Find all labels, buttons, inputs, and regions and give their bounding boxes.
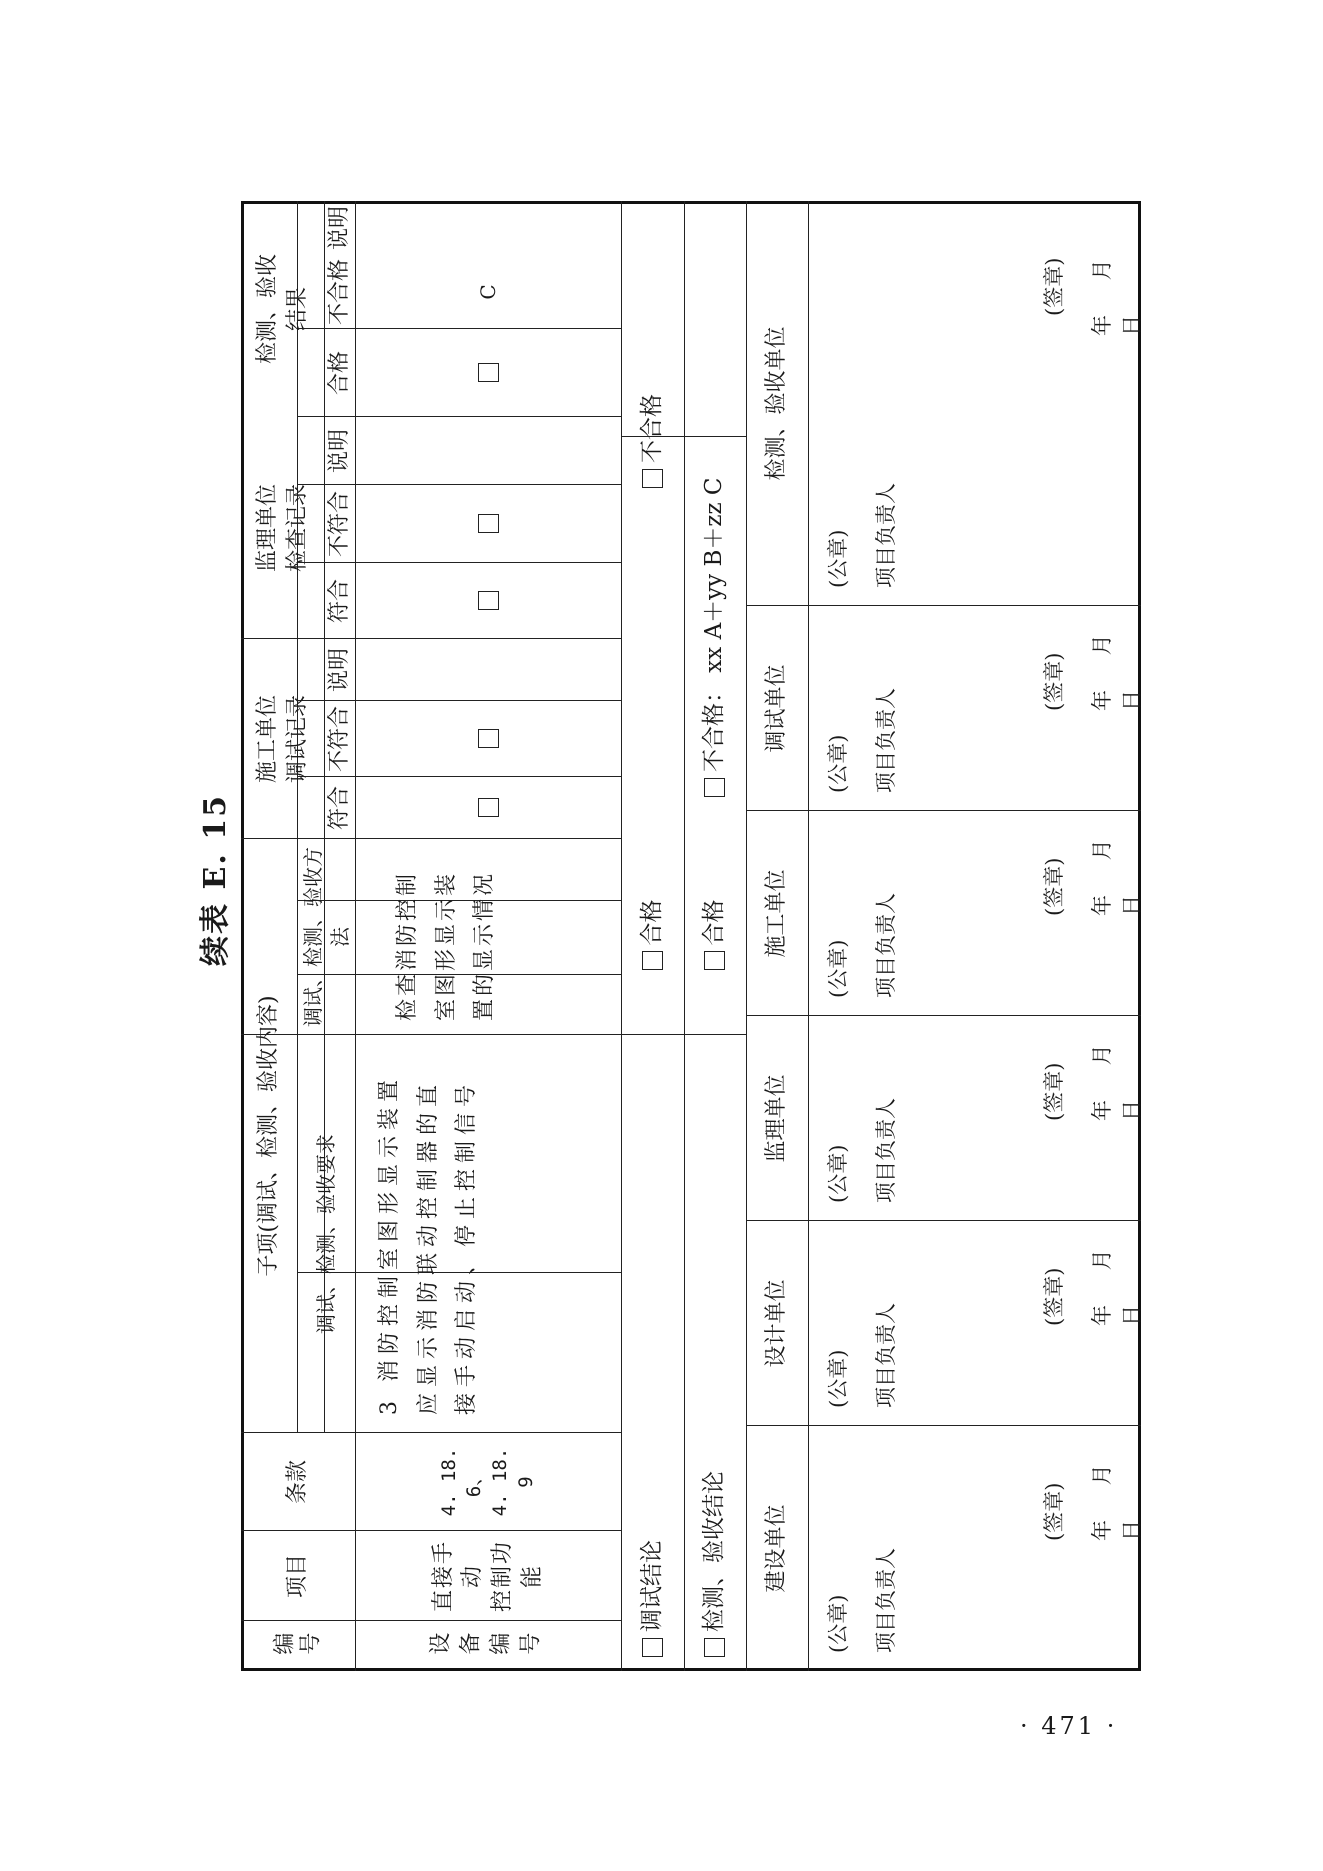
signature-block: (公章) 项目负责人 (签章) 年 月 日 (826, 245, 1144, 588)
header-item: 项目 (285, 1554, 311, 1599)
header-requirement: 调试、检测、验收要求 (314, 1134, 338, 1334)
header-testing: 检测、验收 结果 (254, 254, 310, 365)
debug-qualified[interactable]: 合格 (621, 835, 684, 1035)
supervision-nonconform-checkbox[interactable] (355, 485, 621, 563)
header-supervision-note: 说明 (326, 429, 352, 474)
page-number: · 471 · (1020, 1712, 1118, 1740)
unit-construction-owner: 建设单位 (764, 1504, 790, 1593)
item-name: 直接手动 控制功能 (430, 1540, 545, 1613)
testing-result-note: C (475, 284, 500, 300)
acceptance-qualified[interactable]: 合格 (684, 835, 746, 1035)
header-construction-nonconform: 不符合 (326, 706, 352, 773)
signature-block: (公章) 项目负责人 (签章) 年 月 日 (826, 1450, 1144, 1653)
header-construction: 施工单位 调试记录 (254, 695, 310, 784)
method-text: 检查消防控制室图形显示装置的显示情况 (395, 870, 497, 1021)
header-testing-note: 说明 (326, 206, 352, 251)
header-testing-qualified: 合格 (326, 351, 352, 396)
debug-conclusion-label: 调试结论 (621, 1433, 684, 1671)
header-subitem: 子项(调试、检测、验收内容) (256, 995, 282, 1277)
header-method: 调试、检测、验收方法 (300, 847, 352, 1027)
debug-unqualified[interactable]: 不合格 (621, 361, 684, 521)
signature-block: (公章) 项目负责人 (签章) 年 月 日 (826, 1030, 1144, 1203)
signature-block: (公章) 项目负责人 (签章) 年 月 日 (826, 620, 1144, 793)
unit-supervision: 监理单位 (764, 1074, 790, 1163)
device-no: 设备编号 (428, 1633, 548, 1659)
acceptance-conclusion-label: 检测、验收结论 (684, 1433, 746, 1671)
unit-debug: 调试单位 (764, 664, 790, 753)
clause-ref: 4. 18. 6、 4. 18. 9 (437, 1447, 537, 1517)
header-no: 编号 (272, 1633, 324, 1659)
rotated-table (241, 201, 1144, 1671)
header-testing-unqualified: 不合格 (326, 258, 352, 325)
header-supervision: 监理单位 检查记录 (254, 484, 310, 573)
header-clause: 条款 (285, 1460, 311, 1505)
unit-design: 设计单位 (764, 1279, 790, 1368)
unit-construction: 施工单位 (764, 869, 790, 958)
acceptance-conclusion-checkbox[interactable] (704, 1638, 725, 1657)
testing-qualified-checkbox[interactable] (355, 329, 621, 417)
header-supervision-nonconform: 不符合 (326, 491, 352, 558)
construction-nonconform-checkbox[interactable] (355, 701, 621, 777)
construction-conform-checkbox[interactable] (355, 777, 621, 839)
signature-block: (公章) 项目负责人 (签章) 年 月 日 (826, 1235, 1144, 1408)
header-construction-conform: 符合 (326, 786, 352, 831)
signature-block: (公章) 项目负责人 (签章) 年 月 日 (826, 825, 1144, 998)
form-table-container (241, 201, 1144, 1671)
requirement-text: 3 消防控制室图形显示装置应显示消防联动控制器的直接手动启动、停止控制信号 (377, 1074, 479, 1415)
supervision-conform-checkbox[interactable] (355, 563, 621, 639)
unit-testing: 检测、验收单位 (764, 326, 790, 481)
debug-conclusion-checkbox[interactable] (642, 1638, 663, 1657)
header-construction-note: 说明 (326, 648, 352, 693)
acceptance-unqualified[interactable]: 不合格： xx A＋yy B＋zz C (684, 361, 746, 801)
page-title: 续表 E. 15 (198, 794, 234, 966)
header-supervision-conform: 符合 (326, 579, 352, 624)
